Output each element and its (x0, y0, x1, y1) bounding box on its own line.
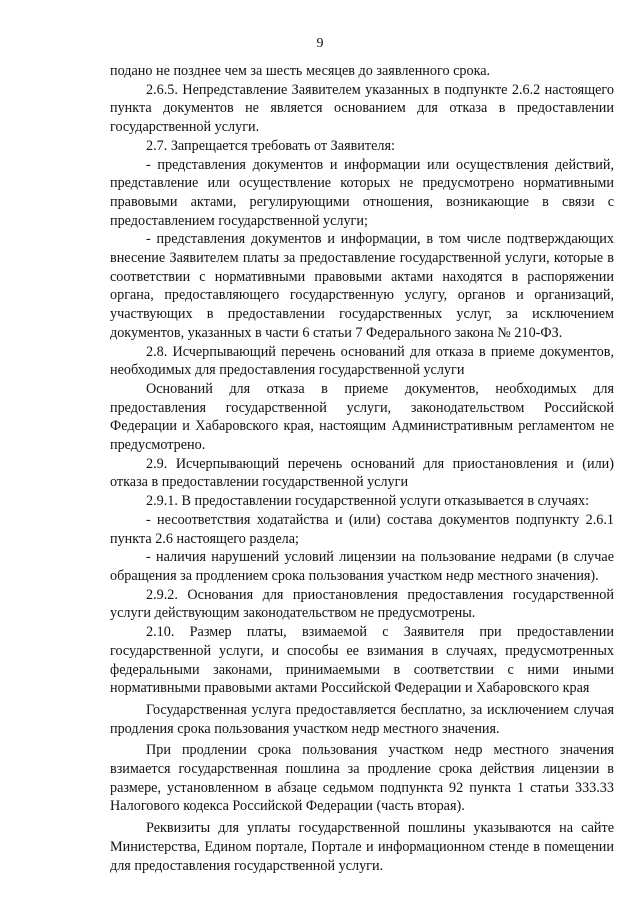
document-body (110, 62, 614, 875)
paragraph: 2.9.1. В предоставлении государственной услуги отказывается в случаях: (146, 493, 590, 510)
section-heading: 2.10. Размер платы, взимаемой с Заявителя при предоставлении государственной услуги, и способы ее взимания в случаях, предусмотренных федеральными законами, принимаемыми в соответствии с ними иными нормативными правовыми актами Российской Федерации и Хабаровского края (110, 624, 614, 697)
paragraph: При продлении срока пользования участком недр местного значения взимается государственная пошлина за продление срока действия лицензии в размере, установленном в абзаце седьмом подпункта 92 пункта 1 статьи 333.33 Налогового кодекса Российской Федерации (часть вторая). (110, 742, 614, 815)
paragraph: 2.7. Запрещается требовать от Заявителя: (146, 137, 395, 154)
section-heading: 2.9. Исчерпывающий перечень оснований для приостановления и (или) отказа в предоставлении государственной услуги (110, 455, 614, 491)
list-item: - представления документов и информации, в том числе подтверждающих внесение Заявителем платы за предоставление государственной услуги, которые в соответствии с нормативными правовыми актами находятся в распоряжении органа, предоставляющего государственную услугу, органов и организаций, участвующих в предоставлении государственных услуг, за исключением документов, указанных в части 6 статьи 7 Федерального закона № 210-ФЗ. (110, 231, 614, 341)
paragraph: Реквизиты для уплаты государственной пошлины указываются на сайте Министерства, Едином портале, Портале и информационном стенде в помещении для предоставления государственной услуги. (110, 820, 614, 874)
page-number: 9 (316, 36, 324, 51)
list-item: - несоответствия ходатайства и (или) состава документов подпункту 2.6.1 пункта 2.6 настоящего раздела; (110, 511, 614, 547)
paragraph: 2.9.2. Основания для приостановления предоставления государственной услуги действующим законодательством не предусмотрены. (110, 586, 614, 622)
paragraph: Оснований для отказа в приеме документов, необходимых для предоставления государственной услуги, законодательством Российской Федерации и Хабаровского края, настоящим Административным регламентом не предусмотрено. (110, 380, 614, 454)
paragraph: 2.6.5. Непредставление Заявителем указанных в подпункте 2.6.2 настоящего пункта документов не является основанием для отказа в предоставлении государственной услуги. (110, 81, 614, 136)
paragraph: Государственная услуга предоставляется бесплатно, за исключением случая продления срока пользования участком недр местного значения. (110, 701, 614, 737)
list-item: - представления документов и информации или осуществления действий, представление или осуществление которых не предусмотрено нормативными правовыми актами, регулирующими отношения, возникающие в связи с предоставлением государственной услуги; (110, 156, 614, 229)
section-heading: 2.8. Исчерпывающий перечень оснований для отказа в приеме документов, необходимых для предоставления государственной услуги (110, 343, 614, 379)
paragraph: подано не позднее чем за шесть месяцев до заявленного срока. (110, 63, 491, 79)
list-item: - наличия нарушений условий лицензии на пользование недрами (в случае обращения за продлением срока пользования участком недр местного значения). (110, 549, 614, 584)
